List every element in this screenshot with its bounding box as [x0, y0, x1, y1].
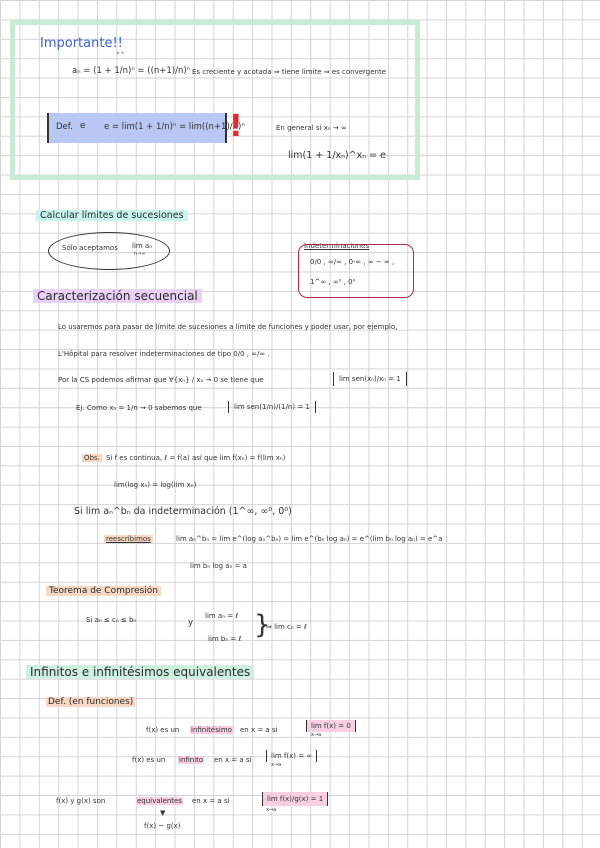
indeterminaciones-title: Indeterminaciones — [304, 242, 370, 250]
exclamation-mark: ! — [229, 109, 243, 144]
infinitesimo-sub: x→a — [311, 732, 322, 738]
section-calcular-limites: Calcular límites de sucesiones — [36, 210, 188, 221]
def-e-formula: e = lim(1 + 1/n)ⁿ = lim((n+1)/n)ⁿ — [104, 122, 245, 132]
infinito-sub: x→a — [271, 762, 282, 768]
equivalentes-limit: lim f(x)/g(x) = 1 — [262, 792, 328, 806]
rewrite-sub: lim bₙ log aₙ = a — [190, 562, 247, 570]
infinito-limit: lim f(x) = ∞ — [266, 750, 317, 762]
caract-line3-limit: lim sen(xₙ)/xₙ = 1 — [333, 372, 407, 386]
caract-line2: L'Hôpital para resolver indeterminaciones de tipo 0/0 , ∞/∞ . — [58, 350, 270, 358]
infinitesimo-b: en x = a si — [240, 726, 278, 734]
reescribimos-label: reescribimos — [106, 535, 151, 543]
infinitesimo-limit: lim f(x) = 0 — [306, 720, 356, 732]
example-limit: lim sen(1/n)/(1/n) = 1 — [228, 401, 316, 413]
indet-row2: 1^∞ , ∞⁰ , 0⁰ — [310, 278, 356, 286]
caract-line1: Lo usaremos para pasar de límite de sucesiones a límite de funciones y poder usar, por ejemplo, — [58, 323, 398, 331]
teorema-lim-a: lim aₙ = ℓ — [205, 612, 239, 620]
equivalentes-hl: equivalentes — [137, 797, 182, 805]
obs-label: Obs. — [84, 454, 100, 462]
infinito-b: en x = a si — [214, 756, 252, 764]
def-label: Def. — [56, 122, 73, 132]
infinito-hl: infinito — [179, 756, 204, 764]
def-en-funciones: Def. (en funciones) — [48, 697, 134, 707]
equivalence-notation: f(x) ~ g(x) — [144, 822, 181, 830]
title-dots: ∘∘ — [116, 49, 125, 57]
important-title-text: Importante!! — [40, 36, 123, 51]
si-indeterminacion: Si lim aₙ^bₙ da indeterminación (1^∞, ∞⁰, 0⁰) — [74, 506, 292, 517]
infinitesimo-a: f(x) es un — [146, 726, 180, 734]
equivalentes-a: f(x) y g(x) son — [56, 797, 106, 805]
formula-an: aₙ = (1 + 1/n)ⁿ = ((n+1)/n)ⁿ — [72, 66, 191, 76]
equivalentes-sub: x→a — [266, 807, 277, 813]
section-caracterizacion: Caracterización secuencial — [33, 289, 202, 303]
section-teorema-compresion: Teorema de Compresión — [46, 586, 161, 596]
indeterminaciones-box — [298, 244, 414, 298]
caract-line3: Por la CS podemos afirmar que ∀{xₙ} / xₙ → 0 se tiene que — [58, 376, 264, 384]
example-text: Ej. Como xₙ = 1/n → 0 sabemos que — [76, 404, 202, 412]
indet-row1: 0/0 , ∞/∞ , 0·∞ , ∞ − ∞ , — [310, 258, 395, 266]
teorema-lim-b: lim bₙ = ℓ — [208, 635, 242, 643]
teorema-cond: Si aₙ ≤ cₙ ≤ bₙ — [86, 616, 137, 624]
obs-text: Si f es continua, ℓ = f(a) así que lim f(xₙ) = f(lim xₙ) — [106, 454, 286, 462]
teorema-y: y — [188, 618, 194, 628]
down-arrow-icon: ▼ — [160, 809, 166, 817]
ellipse-sub: n→∞ — [134, 251, 146, 257]
brace: } — [254, 610, 271, 640]
infinitesimo-hl: infinitésimo — [191, 726, 232, 734]
important-title — [40, 36, 125, 57]
obs-log: lim(log xₙ) = log(lim xₙ) — [114, 481, 197, 489]
teorema-conclusion: ⇒ lim cₙ = ℓ — [266, 623, 307, 631]
ellipse-formula: lim aₙ — [132, 242, 153, 250]
note-an: Es creciente y acotada ⇒ tiene límite ⇒ es convergente — [192, 68, 387, 76]
rewrite-formula: lim aₙ^bₙ = lim e^(log aₙ^bₙ) = lim e^(bₙ log aₙ) = e^(lim bₙ log aₙ) = e^a — [176, 535, 443, 543]
e-symbol: e — [80, 121, 86, 131]
general-label: En general si xₙ → ∞ — [276, 124, 347, 132]
infinito-a: f(x) es un — [132, 756, 166, 764]
equivalentes-b: en x = a si — [192, 797, 230, 805]
general-formula: lim(1 + 1/xₙ)^xₙ = e — [288, 150, 386, 161]
ellipse-text: Sólo aceptamos — [62, 244, 118, 252]
section-infinitos: Infinitos e infinitésimos equivalentes — [26, 665, 254, 679]
